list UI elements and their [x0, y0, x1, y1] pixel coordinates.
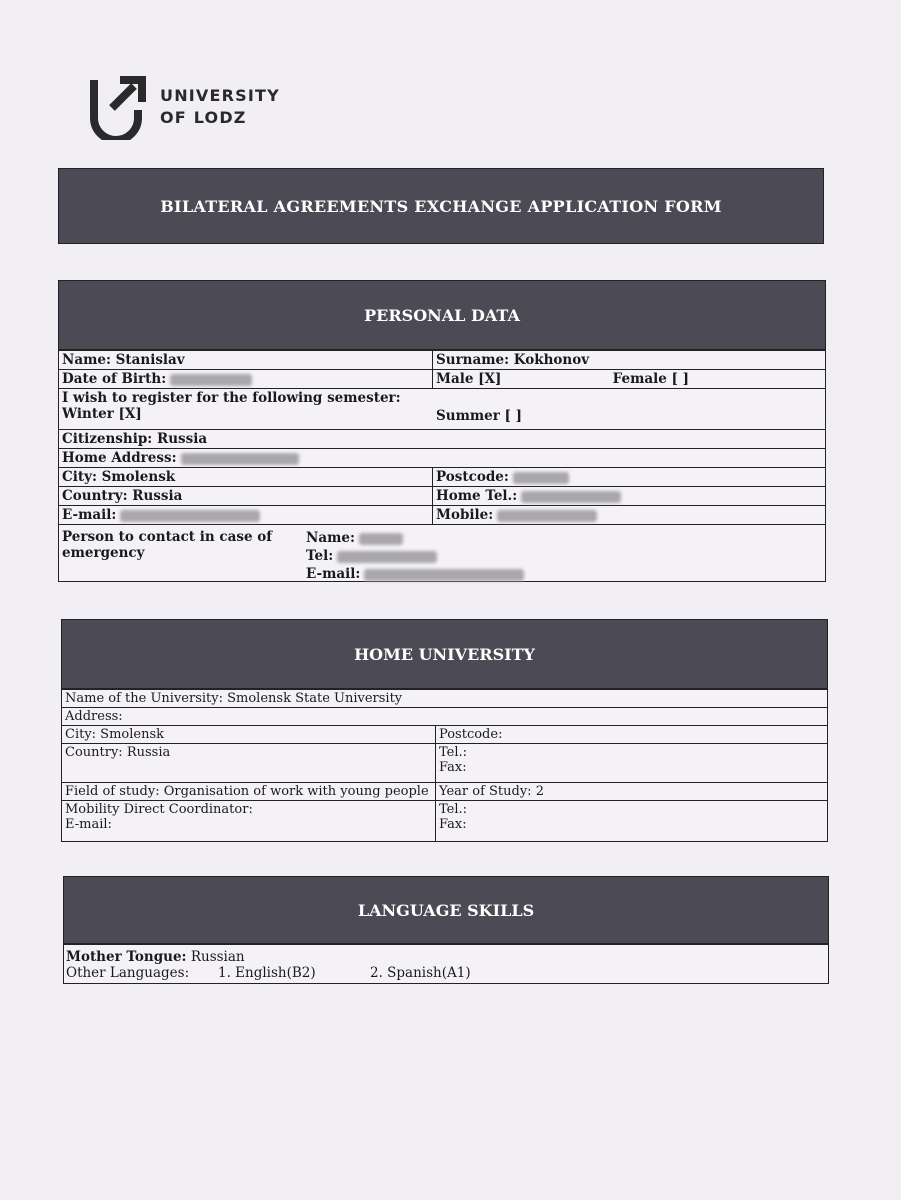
home-postcode-field: Postcode:: [439, 727, 503, 742]
summer-checkbox: Summer [ ]: [436, 408, 523, 424]
personal-data-section: [58, 280, 826, 582]
emergency-name: Name:: [306, 529, 524, 547]
field-of-study: Field of study: Organisation of work with young people: [62, 783, 436, 800]
email-row: [59, 506, 825, 525]
country-row: [59, 487, 825, 506]
home-university-section: [61, 619, 828, 842]
home-address-row: [59, 449, 825, 468]
home-city-row: [62, 726, 827, 744]
home-country-row: [62, 744, 827, 783]
semester-left: [59, 389, 433, 429]
home-tel-field: Home Tel.:: [433, 487, 624, 505]
logo-wordmark: UNIVERSITY OF LODZ: [160, 86, 280, 127]
city-row: [59, 468, 825, 487]
coordinator-field: [62, 801, 436, 841]
form-title: BILATERAL AGREEMENTS EXCHANGE APPLICATION FORM: [58, 168, 824, 244]
surname-field: Surname: Kokhonov: [436, 352, 590, 368]
emergency-contact: [303, 525, 527, 581]
home-contact-field: [436, 744, 470, 782]
emergency-email: E-mail:: [306, 565, 524, 583]
gender-field: [433, 370, 825, 388]
university-name-row: [62, 690, 827, 708]
language-2: 2. Spanish(A1): [370, 965, 471, 981]
home-city-field: City: Smolensk: [62, 726, 436, 743]
coordinator-fax: Fax:: [439, 817, 467, 832]
postcode-field: Postcode:: [433, 468, 572, 486]
field-row: [62, 783, 827, 801]
dob-row: [59, 370, 825, 389]
coordinator-contact: [436, 801, 470, 841]
personal-data-heading: PERSONAL DATA: [59, 281, 825, 351]
mobile-field: Mobile:: [433, 506, 600, 524]
home-fax-field: Fax:: [439, 760, 467, 775]
coordinator-email: E-mail:: [65, 817, 112, 832]
language-rows: [64, 945, 828, 983]
address-field: Address:: [65, 709, 123, 724]
name-field: Name: Stanislav: [59, 351, 433, 369]
coordinator-label: Mobility Direct Coordinator:: [65, 802, 253, 817]
emergency-tel: Tel:: [306, 547, 524, 565]
email-field: E-mail:: [59, 506, 433, 524]
home-address-field: Home Address:: [59, 449, 302, 467]
citizenship-row: [59, 430, 825, 449]
female-checkbox: Female [ ]: [612, 371, 689, 387]
name-row: [59, 351, 825, 370]
university-logo: [90, 74, 280, 140]
citizenship-field: Citizenship: Russia: [62, 431, 208, 447]
year-of-study: Year of Study: 2: [439, 784, 544, 799]
other-languages: Other Languages: 1. English(B2) 2. Spanish(A1): [66, 965, 471, 981]
coordinator-row: [62, 801, 827, 841]
university-name-field: Name of the University: Smolensk State University: [65, 691, 403, 706]
language-1: 1. English(B2): [218, 965, 316, 981]
home-tel-field: Tel.:: [439, 745, 468, 760]
country-field: Country: Russia: [59, 487, 433, 505]
emergency-row: [59, 525, 825, 581]
semester-prompt: I wish to register for the following semester:: [62, 390, 401, 406]
home-university-heading: HOME UNIVERSITY: [62, 620, 827, 690]
coordinator-tel: Tel.:: [439, 802, 468, 817]
semester-row: [59, 389, 825, 430]
city-field: City: Smolensk: [59, 468, 433, 486]
emergency-label: Person to contact in case of emergency: [62, 529, 273, 561]
winter-checkbox: Winter [X]: [62, 406, 142, 422]
dob-field: Date of Birth:: [59, 370, 433, 388]
mother-tongue: Mother Tongue: Russian: [66, 949, 245, 965]
home-country-field: Country: Russia: [62, 744, 436, 782]
male-checkbox: Male [X]: [436, 371, 502, 387]
address-row: [62, 708, 827, 726]
language-skills-heading: LANGUAGE SKILLS: [64, 877, 828, 945]
logo-mark-icon: [90, 74, 146, 140]
language-skills-section: [63, 876, 829, 984]
